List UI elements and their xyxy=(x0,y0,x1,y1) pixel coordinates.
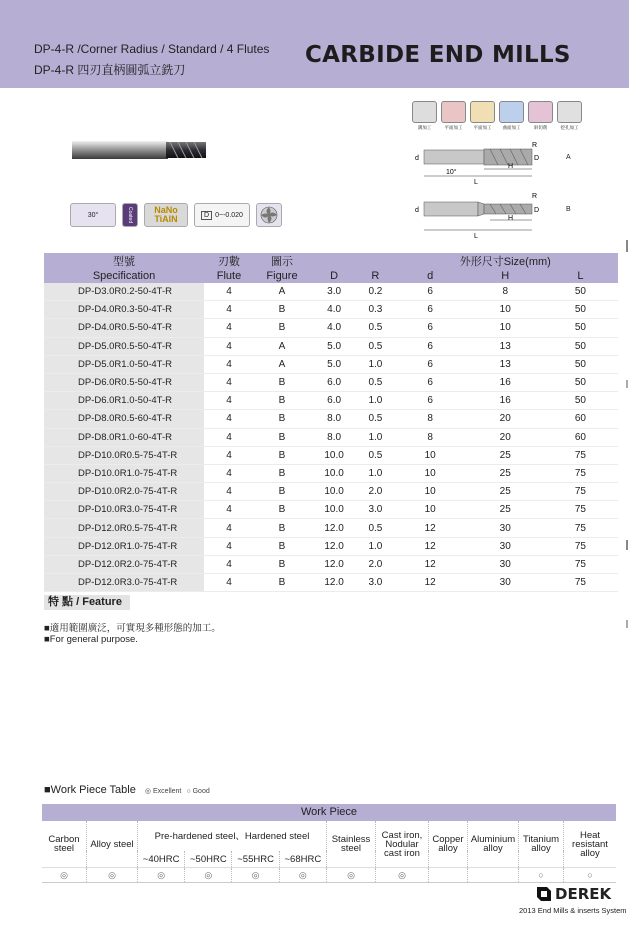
flute-cell: 4 xyxy=(204,428,254,446)
spec-cell: DP-D6.0R1.0-50-4T-R xyxy=(44,392,204,410)
dim-R: R xyxy=(532,142,538,149)
L-cell: 60 xyxy=(543,410,618,428)
feature-title: 特 點 / Feature xyxy=(44,595,130,610)
H-cell: 25 xyxy=(468,483,543,501)
wp-aluminium: Aluminium alloy xyxy=(468,821,519,868)
L-cell: 50 xyxy=(543,337,618,355)
spec-icons xyxy=(70,203,282,227)
d-cell: 6 xyxy=(393,301,468,319)
L-cell: 75 xyxy=(543,501,618,519)
d-cell: 6 xyxy=(393,337,468,355)
D-cell: 12.0 xyxy=(310,574,358,592)
d-cell: 6 xyxy=(393,373,468,391)
spec-cell: DP-D3.0R0.2-50-4T-R xyxy=(44,283,204,301)
wp-mark: ○ xyxy=(564,868,617,883)
derek-logo-icon xyxy=(537,887,551,901)
table-row xyxy=(44,392,618,410)
R-cell: 0.5 xyxy=(358,337,392,355)
page-title: CARBIDE END MILLS xyxy=(305,42,571,68)
wp-mark: ◎ xyxy=(185,868,232,883)
L-cell: 60 xyxy=(543,428,618,446)
spec-cell: DP-D4.0R0.5-50-4T-R xyxy=(44,319,204,337)
table-row xyxy=(44,519,618,537)
H-cell: 10 xyxy=(468,301,543,319)
flute-cell: 4 xyxy=(204,410,254,428)
dim-D: D xyxy=(534,155,540,162)
flute-cell: 4 xyxy=(204,301,254,319)
dim-d: d xyxy=(415,207,419,214)
slotting-icon xyxy=(412,101,437,123)
mode-label: 曲面加工 xyxy=(502,125,521,130)
wp-stainless: Stainless steel xyxy=(327,821,376,868)
H-cell: 20 xyxy=(468,410,543,428)
mode-label: 平面加工 xyxy=(444,125,463,130)
flute-cell: 4 xyxy=(204,483,254,501)
dim-H: H xyxy=(508,163,514,170)
dim-d: d xyxy=(415,155,419,162)
helix-angle-icon xyxy=(70,203,116,227)
figure-cell: B xyxy=(254,301,310,319)
R-cell: 1.0 xyxy=(358,428,392,446)
coated-badge: Coated xyxy=(122,203,138,227)
col-spec-cn: 型號 xyxy=(44,253,204,269)
L-cell: 50 xyxy=(543,301,618,319)
table-row xyxy=(44,537,618,555)
work-piece-table xyxy=(42,804,616,883)
legend-excellent: ◎ Excellent xyxy=(144,788,182,795)
D-cell: 5.0 xyxy=(310,355,358,373)
wp-alloy-steel: Alloy steel xyxy=(87,821,138,868)
spec-cell: DP-D12.0R3.0-75-4T-R xyxy=(44,574,204,592)
H-cell: 8 xyxy=(468,283,543,301)
col-size-group: 外形尺寸Size(mm) xyxy=(393,253,618,269)
machining-mode-icons xyxy=(412,101,582,131)
table-row xyxy=(44,410,618,428)
figure-cell: B xyxy=(254,537,310,555)
L-cell: 75 xyxy=(543,537,618,555)
L-cell: 50 xyxy=(543,283,618,301)
work-piece-header: Work Piece xyxy=(42,804,616,821)
dimension-drawings xyxy=(400,140,560,240)
D-cell: 10.0 xyxy=(310,446,358,464)
table-row xyxy=(44,373,618,391)
figure-cell: B xyxy=(254,483,310,501)
mode-label: 斜切削 xyxy=(533,125,548,130)
col-flute-en: Flute xyxy=(204,269,254,283)
flute-cell: 4 xyxy=(204,555,254,573)
table-row xyxy=(44,337,618,355)
spec-cell: DP-D8.0R1.0-60-4T-R xyxy=(44,428,204,446)
subtitle-cn: DP-4-R 四刃直柄圓弧立銑刀 xyxy=(34,63,186,77)
helix-angle-value: 30° xyxy=(87,211,99,219)
tolerance-badge xyxy=(194,203,250,227)
wp-titanium: Titanium alloy xyxy=(519,821,564,868)
wp-cast-iron: Cast iron, Nodular cast iron xyxy=(376,821,429,868)
dim-L: L xyxy=(474,179,478,186)
H-cell: 25 xyxy=(468,446,543,464)
d-cell: 6 xyxy=(393,319,468,337)
wp-mark: ◎ xyxy=(279,868,326,883)
R-cell: 0.5 xyxy=(358,519,392,537)
wp-mark: ◎ xyxy=(327,868,376,883)
figure-cell: B xyxy=(254,555,310,573)
wp-carbon-steel: Carbon steel xyxy=(42,821,87,868)
H-cell: 30 xyxy=(468,537,543,555)
coating-line1: NaNo xyxy=(154,205,178,215)
figure-cell: B xyxy=(254,392,310,410)
R-cell: 3.0 xyxy=(358,501,392,519)
H-cell: 25 xyxy=(468,464,543,482)
L-cell: 75 xyxy=(543,446,618,464)
spec-cell: DP-D12.0R2.0-75-4T-R xyxy=(44,555,204,573)
wp-40hrc: ~40HRC xyxy=(138,851,185,868)
spec-cell: DP-D10.0R2.0-75-4T-R xyxy=(44,483,204,501)
R-cell: 1.0 xyxy=(358,537,392,555)
wp-mark: ◎ xyxy=(232,868,279,883)
col-H: H xyxy=(468,269,543,283)
four-flute-icon xyxy=(256,203,282,227)
d-cell: 10 xyxy=(393,446,468,464)
figure-cell: B xyxy=(254,319,310,337)
page-header xyxy=(0,0,629,88)
d-cell: 8 xyxy=(393,410,468,428)
R-cell: 0.5 xyxy=(358,446,392,464)
D-cell: 4.0 xyxy=(310,301,358,319)
flute-cell: 4 xyxy=(204,574,254,592)
flute-cell: 4 xyxy=(204,392,254,410)
table-row xyxy=(44,574,618,592)
figure-cell: A xyxy=(254,337,310,355)
D-cell: 6.0 xyxy=(310,392,358,410)
R-cell: 3.0 xyxy=(358,574,392,592)
flute-cell: 4 xyxy=(204,319,254,337)
H-cell: 30 xyxy=(468,555,543,573)
figure-cell: B xyxy=(254,501,310,519)
H-cell: 20 xyxy=(468,428,543,446)
legend-good: ○ Good xyxy=(186,788,210,795)
end-mill-photo xyxy=(70,133,210,169)
d-cell: 8 xyxy=(393,428,468,446)
figure-cell: B xyxy=(254,373,310,391)
figure-cell: B xyxy=(254,410,310,428)
table-row xyxy=(44,501,618,519)
flute-cell: 4 xyxy=(204,373,254,391)
figure-cell: B xyxy=(254,428,310,446)
col-figure-cn: 圖示 xyxy=(254,253,310,269)
drawing-type-A xyxy=(415,142,539,186)
D-cell: 12.0 xyxy=(310,555,358,573)
H-cell: 30 xyxy=(468,519,543,537)
flute-cell: 4 xyxy=(204,355,254,373)
col-figure-en: Figure xyxy=(254,269,310,283)
figure-cell: B xyxy=(254,446,310,464)
wp-prehardened-group: Pre-hardened steel、Hardened steel xyxy=(138,821,327,851)
d-cell: 12 xyxy=(393,537,468,555)
spec-cell: DP-D5.0R0.5-50-4T-R xyxy=(44,337,204,355)
figure-label-A: A xyxy=(566,154,571,161)
wp-mark: ◎ xyxy=(87,868,138,883)
coating-badge xyxy=(144,203,188,227)
d-cell: 12 xyxy=(393,574,468,592)
col-d: d xyxy=(393,269,468,283)
side-milling-icon xyxy=(441,101,466,123)
spec-cell: DP-D10.0R3.0-75-4T-R xyxy=(44,501,204,519)
D-cell: 8.0 xyxy=(310,428,358,446)
L-cell: 50 xyxy=(543,355,618,373)
table-row xyxy=(44,483,618,501)
table-row xyxy=(44,428,618,446)
spec-cell: DP-D10.0R1.0-75-4T-R xyxy=(44,464,204,482)
flute-cell: 4 xyxy=(204,283,254,301)
D-cell: 4.0 xyxy=(310,319,358,337)
flute-cell: 4 xyxy=(204,446,254,464)
d-cell: 6 xyxy=(393,355,468,373)
figure-cell: B xyxy=(254,464,310,482)
figure-cell: B xyxy=(254,519,310,537)
table-row xyxy=(44,555,618,573)
wp-mark: ◎ xyxy=(376,868,429,883)
wp-50hrc: ~50HRC xyxy=(185,851,232,868)
d-cell: 12 xyxy=(393,555,468,573)
drawing-type-B xyxy=(415,193,539,240)
flute-cell: 4 xyxy=(204,501,254,519)
mode-label: 溝加工 xyxy=(417,125,432,130)
brand-logo xyxy=(537,885,611,903)
wp-mark xyxy=(429,868,468,883)
spec-cell: DP-D5.0R1.0-50-4T-R xyxy=(44,355,204,373)
dim-R: R xyxy=(532,193,538,200)
D-cell: 3.0 xyxy=(310,283,358,301)
d-cell: 10 xyxy=(393,464,468,482)
D-cell: 5.0 xyxy=(310,337,358,355)
L-cell: 75 xyxy=(543,464,618,482)
wp-copper: Copper alloy xyxy=(429,821,468,868)
d-cell: 10 xyxy=(393,501,468,519)
spec-cell: DP-D4.0R0.3-50-4T-R xyxy=(44,301,204,319)
figure-cell: A xyxy=(254,355,310,373)
flute-cell: 4 xyxy=(204,337,254,355)
figure-cell: B xyxy=(254,574,310,592)
R-cell: 0.5 xyxy=(358,410,392,428)
R-cell: 1.0 xyxy=(358,392,392,410)
D-cell: 8.0 xyxy=(310,410,358,428)
spec-cell: DP-D8.0R0.5-60-4T-R xyxy=(44,410,204,428)
ramping-icon xyxy=(528,101,553,123)
D-cell: 10.0 xyxy=(310,483,358,501)
R-cell: 1.0 xyxy=(358,464,392,482)
spec-cell: DP-D6.0R0.5-50-4T-R xyxy=(44,373,204,391)
spec-cell: DP-D12.0R0.5-75-4T-R xyxy=(44,519,204,537)
profile-milling-icon xyxy=(499,101,524,123)
flute-cell: 4 xyxy=(204,519,254,537)
L-cell: 75 xyxy=(543,483,618,501)
D-cell: 10.0 xyxy=(310,501,358,519)
feature-line-en: ■For general purpose. xyxy=(44,634,138,645)
wp-mark: ○ xyxy=(519,868,564,883)
d-cell: 10 xyxy=(393,483,468,501)
dim-D: D xyxy=(534,207,540,214)
D-cell: 12.0 xyxy=(310,537,358,555)
R-cell: 0.5 xyxy=(358,319,392,337)
H-cell: 25 xyxy=(468,501,543,519)
d-cell: 12 xyxy=(393,519,468,537)
L-cell: 75 xyxy=(543,519,618,537)
mode-label: 挖孔加工 xyxy=(560,125,579,130)
table-row xyxy=(44,464,618,482)
R-cell: 1.0 xyxy=(358,355,392,373)
d-cell: 6 xyxy=(393,392,468,410)
col-flute-cn: 刃數 xyxy=(204,253,254,269)
spec-cell: DP-D12.0R1.0-75-4T-R xyxy=(44,537,204,555)
coating-line2: TiAlN xyxy=(154,214,178,224)
table-row xyxy=(44,301,618,319)
table-row xyxy=(44,319,618,337)
L-cell: 75 xyxy=(543,555,618,573)
subtitle-en: DP-4-R /Corner Radius / Standard / 4 Flutes xyxy=(34,42,270,56)
d-cell: 6 xyxy=(393,283,468,301)
table-row xyxy=(44,283,618,301)
table-row xyxy=(44,355,618,373)
R-cell: 0.5 xyxy=(358,373,392,391)
spec-table xyxy=(44,253,618,592)
R-cell: 2.0 xyxy=(358,483,392,501)
mode-label: 平面加工 xyxy=(473,125,492,130)
wp-68hrc: ~68HRC xyxy=(279,851,326,868)
col-spec-en: Specification xyxy=(44,269,204,283)
dim-H: H xyxy=(508,215,514,222)
H-cell: 13 xyxy=(468,337,543,355)
flute-cell: 4 xyxy=(204,537,254,555)
wp-55hrc: ~55HRC xyxy=(232,851,279,868)
tolerance-value: 0~-0.020 xyxy=(215,211,243,219)
work-piece-title-text: ■Work Piece Table xyxy=(44,784,136,796)
work-piece-table-title xyxy=(44,784,210,796)
wp-mark xyxy=(468,868,519,883)
D-cell: 6.0 xyxy=(310,373,358,391)
D-cell: 12.0 xyxy=(310,519,358,537)
pocket-icon xyxy=(557,101,582,123)
brand-subtitle: 2013 End Mills & inserts System xyxy=(519,906,627,915)
col-D: D xyxy=(310,269,358,283)
feature-line-cn: ■適用範圍廣泛，可實現多種形態的加工。 xyxy=(44,623,221,634)
H-cell: 16 xyxy=(468,373,543,391)
R-cell: 0.2 xyxy=(358,283,392,301)
L-cell: 75 xyxy=(543,574,618,592)
wp-mark: ◎ xyxy=(42,868,87,883)
D-cell: 10.0 xyxy=(310,464,358,482)
L-cell: 50 xyxy=(543,373,618,391)
flute-cell: 4 xyxy=(204,464,254,482)
brand-name: DEREK xyxy=(555,885,612,903)
figure-label-B: B xyxy=(566,206,571,213)
H-cell: 10 xyxy=(468,319,543,337)
L-cell: 50 xyxy=(543,319,618,337)
col-R: R xyxy=(358,269,392,283)
spec-cell: DP-D10.0R0.5-75-4T-R xyxy=(44,446,204,464)
wp-heat-resistant: Heat resistant alloy xyxy=(564,821,617,868)
wp-mark: ◎ xyxy=(138,868,185,883)
dim-L: L xyxy=(474,233,478,240)
tolerance-symbol: D xyxy=(201,211,212,220)
L-cell: 50 xyxy=(543,392,618,410)
col-L: L xyxy=(543,269,618,283)
R-cell: 0.3 xyxy=(358,301,392,319)
R-cell: 2.0 xyxy=(358,555,392,573)
figure-cell: A xyxy=(254,283,310,301)
dim-angle: 10° xyxy=(446,169,457,176)
H-cell: 13 xyxy=(468,355,543,373)
H-cell: 30 xyxy=(468,574,543,592)
page-edge-marks xyxy=(625,240,629,740)
face-milling-icon xyxy=(470,101,495,123)
H-cell: 16 xyxy=(468,392,543,410)
table-row xyxy=(44,446,618,464)
